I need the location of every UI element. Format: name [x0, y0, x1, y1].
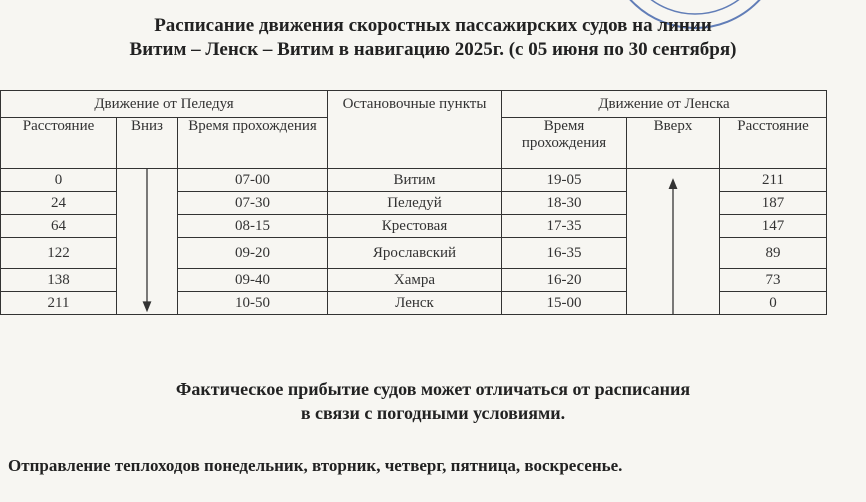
time-up-cell: 18-30	[502, 192, 627, 215]
stop-name-cell: Витим	[328, 169, 502, 192]
stop-name-cell: Хамра	[328, 269, 502, 292]
header-distance-right: Расстояние	[720, 118, 827, 169]
table-row	[1, 169, 827, 192]
header-distance-left: Расстояние	[1, 118, 117, 169]
departure-days: Отправление теплоходов понедельник, вторник, четверг, пятница, воскресенье.	[8, 456, 623, 475]
arrow-down-icon	[117, 169, 177, 314]
time-down-cell: 07-00	[178, 169, 328, 192]
distance-down-cell: 211	[1, 292, 117, 315]
distance-up-cell: 147	[720, 215, 827, 238]
header-from-peleduy: Движение от Пеледуя	[1, 91, 328, 118]
distance-up-cell: 89	[720, 238, 827, 269]
weather-note	[0, 377, 866, 425]
time-down-cell: 09-20	[178, 238, 328, 269]
header-stops: Остановочные пункты	[328, 91, 502, 169]
header-row-groups	[1, 91, 827, 118]
note-line-1: Фактическое прибытие судов может отличаться от расписания	[175, 379, 691, 399]
header-time-right: Время прохождения	[502, 118, 627, 169]
time-down-cell: 09-40	[178, 269, 328, 292]
time-down-cell: 07-30	[178, 192, 328, 215]
header-from-lensk: Движение от Ленска	[502, 91, 827, 118]
distance-down-cell: 138	[1, 269, 117, 292]
note-line-2: в связи с погодными условиями.	[300, 403, 566, 423]
time-up-cell: 16-35	[502, 238, 627, 269]
title-line-2: Витим – Ленск – Витим в навигацию 2025г. (с 05 июня по 30 сентября)	[129, 39, 737, 60]
up-direction-cell	[627, 169, 720, 315]
distance-up-cell: 73	[720, 269, 827, 292]
header-time-left: Время прохождения	[178, 118, 328, 169]
distance-up-cell: 187	[720, 192, 827, 215]
time-up-cell: 17-35	[502, 215, 627, 238]
stop-name-cell: Ленск	[328, 292, 502, 315]
header-up: Вверх	[627, 118, 720, 169]
time-up-cell: 15-00	[502, 292, 627, 315]
distance-up-cell: 211	[720, 169, 827, 192]
distance-down-cell: 64	[1, 215, 117, 238]
schedule-title	[0, 14, 866, 62]
distance-up-cell: 0	[720, 292, 827, 315]
down-direction-cell	[117, 169, 178, 315]
time-up-cell: 16-20	[502, 269, 627, 292]
header-down: Вниз	[117, 118, 178, 169]
distance-down-cell: 0	[1, 169, 117, 192]
time-down-cell: 10-50	[178, 292, 328, 315]
distance-down-cell: 122	[1, 238, 117, 269]
title-line-1: Расписание движения скоростных пассажирских судов на линии	[154, 15, 712, 36]
stop-name-cell: Крестовая	[328, 215, 502, 238]
time-up-cell: 19-05	[502, 169, 627, 192]
distance-down-cell: 24	[1, 192, 117, 215]
arrow-up-icon	[627, 169, 719, 314]
stop-name-cell: Пеледуй	[328, 192, 502, 215]
time-down-cell: 08-15	[178, 215, 328, 238]
schedule-table	[0, 90, 827, 315]
stop-name-cell: Ярославский	[328, 238, 502, 269]
